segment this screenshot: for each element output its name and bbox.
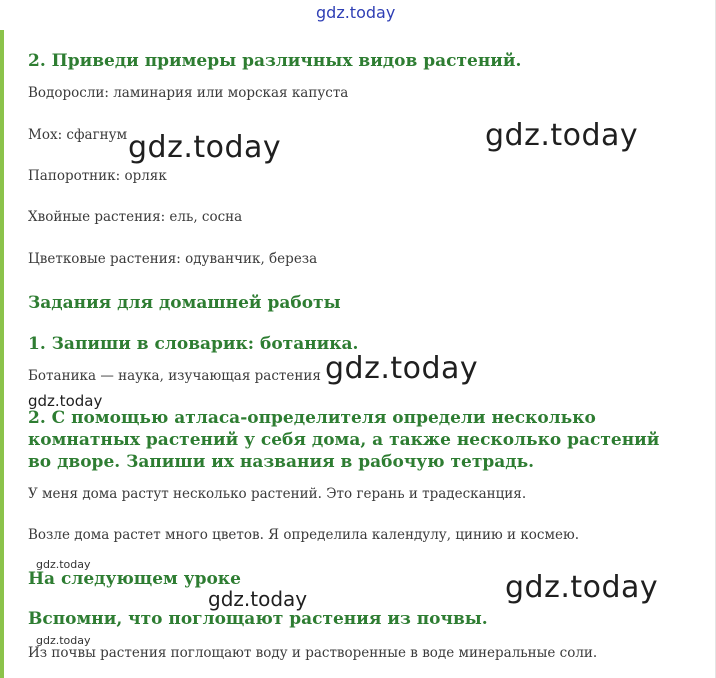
watermark-8: gdz.today bbox=[36, 634, 91, 647]
watermark-3: gdz.today bbox=[325, 351, 479, 386]
answer-conifers: Хвойные растения: ель, сосна bbox=[28, 209, 243, 225]
homework-1-answer: Ботаника — наука, изучающая растения bbox=[28, 368, 321, 384]
homework-1-title: 1. Запиши в словарик: ботаника. bbox=[28, 334, 359, 354]
watermark-1: gdz.today bbox=[128, 130, 282, 165]
watermark-7: gdz.today bbox=[208, 587, 308, 611]
answer-fern: Папоротник: орляк bbox=[28, 168, 167, 184]
left-accent-rule bbox=[0, 30, 4, 678]
watermark-4: gdz.today bbox=[28, 392, 103, 410]
homework-2-answer-yard: Возле дома растет много цветов. Я определила календулу, цинию и космею. bbox=[28, 527, 580, 543]
question-2-title: 2. Приведи примеры различных видов растений. bbox=[28, 51, 522, 71]
recall-answer: Из почвы растения поглощают воду и растворенные в воде минеральные соли. bbox=[28, 645, 598, 661]
homework-2-title: 2. С помощью атласа-определителя определи несколько комнатных растений у себя дома, а также несколько растений во дворе. Запиши их названия в рабочую тетрадь. bbox=[28, 408, 660, 472]
watermark-2: gdz.today bbox=[485, 118, 639, 153]
answer-flowering: Цветковые растения: одуванчик, береза bbox=[28, 251, 318, 267]
answer-algae: Водоросли: ламинария или морская капуста bbox=[28, 85, 349, 101]
watermark-5: gdz.today bbox=[36, 558, 91, 571]
watermark-top: gdz.today bbox=[316, 3, 396, 22]
answer-moss: Мох: сфагнум bbox=[28, 127, 128, 143]
next-lesson-title: На следующем уроке bbox=[28, 569, 241, 589]
homework-title: Задания для домашней работы bbox=[28, 293, 341, 313]
watermark-6: gdz.today bbox=[505, 570, 659, 605]
homework-2-answer-home: У меня дома растут несколько растений. Это герань и традесканция. bbox=[28, 486, 527, 502]
recall-title: Вспомни, что поглощают растения из почвы. bbox=[28, 609, 488, 629]
